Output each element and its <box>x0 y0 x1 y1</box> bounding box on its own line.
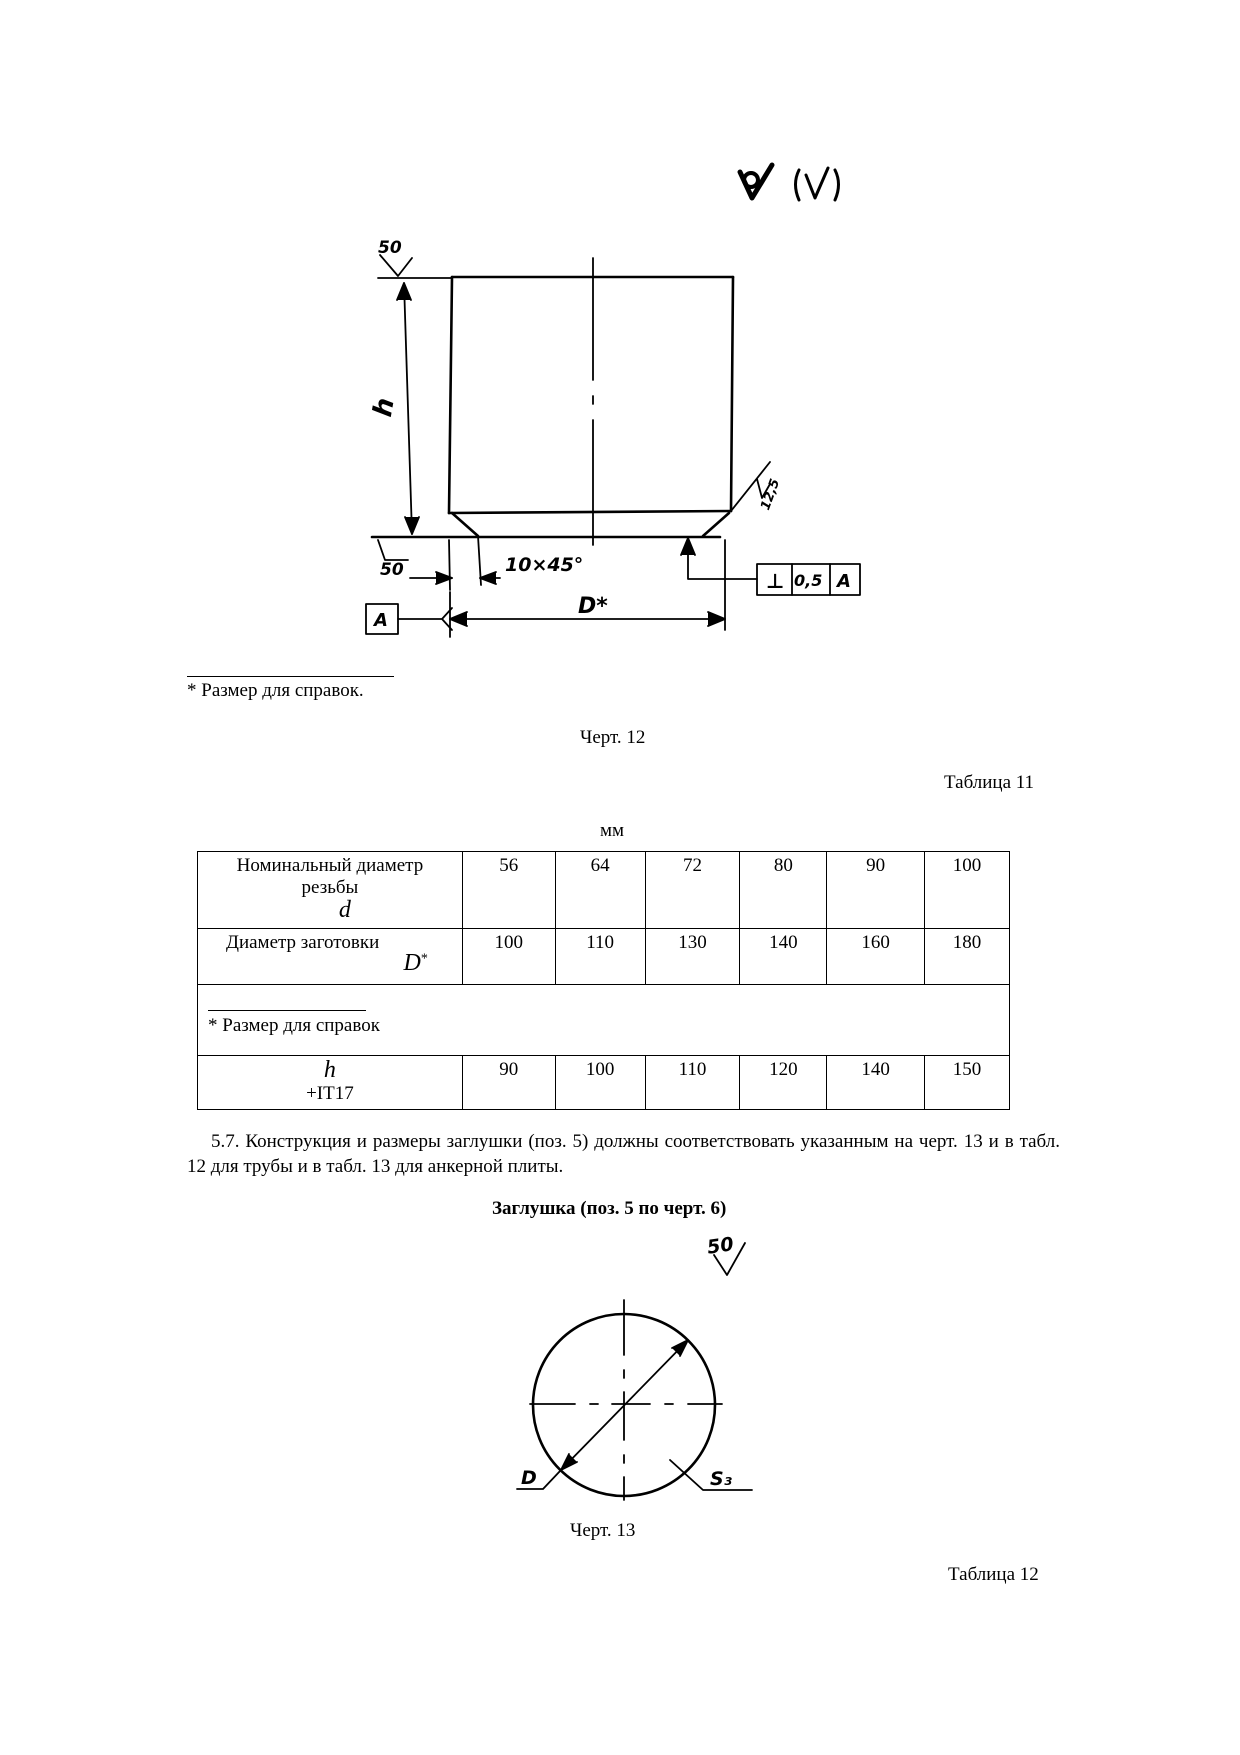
tolerance-value: 0,5 <box>794 571 823 590</box>
diameter-label: D <box>521 1467 537 1489</box>
table-cell: 90 <box>827 852 925 929</box>
tolerance-datum: A <box>837 571 851 592</box>
caption-13: Черт. 13 <box>570 1520 636 1541</box>
plug-heading: Заглушка (поз. 5 по черт. 6) <box>492 1198 727 1219</box>
row-D-sup: * <box>420 951 428 967</box>
table-cell: 100 <box>925 852 1010 929</box>
table-cell: 180 <box>925 929 1010 985</box>
table-note: * Размер для справок <box>208 1015 380 1036</box>
roughness-value-13: 50 <box>705 1233 735 1259</box>
table-cell: 90 <box>462 1056 555 1110</box>
table-cell: 120 <box>740 1056 827 1110</box>
table-cell: 160 <box>827 929 925 985</box>
table-cell: 140 <box>827 1056 925 1110</box>
table-cell: 150 <box>925 1056 1010 1110</box>
row-D-symbol: D <box>403 950 421 976</box>
row-d-symbol: d <box>338 897 351 923</box>
row-h-tol: +IT17 <box>306 1083 354 1104</box>
table-cell: 64 <box>555 852 645 929</box>
tolerance-symbol: ⊥ <box>766 569 785 593</box>
caption-12: Черт. 12 <box>580 727 646 748</box>
thickness-label: S₃ <box>710 1468 733 1490</box>
dim-h-label: h <box>367 395 401 420</box>
footnote-1: * Размер для справок. <box>187 680 364 701</box>
table-cell: 110 <box>645 1056 740 1110</box>
roughness-chamfer-value: 12,5 <box>758 476 784 513</box>
row-D-label: Диаметр заготовки <box>226 932 380 953</box>
row-d-label: Номинальный диаметр резьбы <box>236 855 424 898</box>
table-cell: 100 <box>462 929 555 985</box>
diameter-line <box>561 1340 688 1470</box>
dim-D-label: D* <box>578 594 608 619</box>
roughness-top-value: 50 <box>378 238 402 258</box>
table-cell: 80 <box>740 852 827 929</box>
table-cell: 100 <box>555 1056 645 1110</box>
table-11-title: Таблица 11 <box>944 772 1035 793</box>
row-h-symbol: h <box>323 1057 336 1083</box>
table-cell: 110 <box>555 929 645 985</box>
table-12-title: Таблица 12 <box>948 1564 1039 1585</box>
table-cell: 72 <box>645 852 740 929</box>
table-cell: 56 <box>462 852 555 929</box>
table-cell: 140 <box>740 929 827 985</box>
paragraph-5-7: 5.7. Конструкция и размеры заглушки (поз. 5) должны соответствовать указанным на черт. 13 и в табл. 12 для трубы и в табл. 13 для анкерной плиты. <box>187 1131 1060 1177</box>
roughness-bottom-value: 50 <box>380 560 404 580</box>
datum-label: A <box>374 610 388 631</box>
dim-chamfer-label: 10×45° <box>505 554 584 576</box>
table-cell: 130 <box>645 929 740 985</box>
table-11-unit: мм <box>600 820 625 841</box>
